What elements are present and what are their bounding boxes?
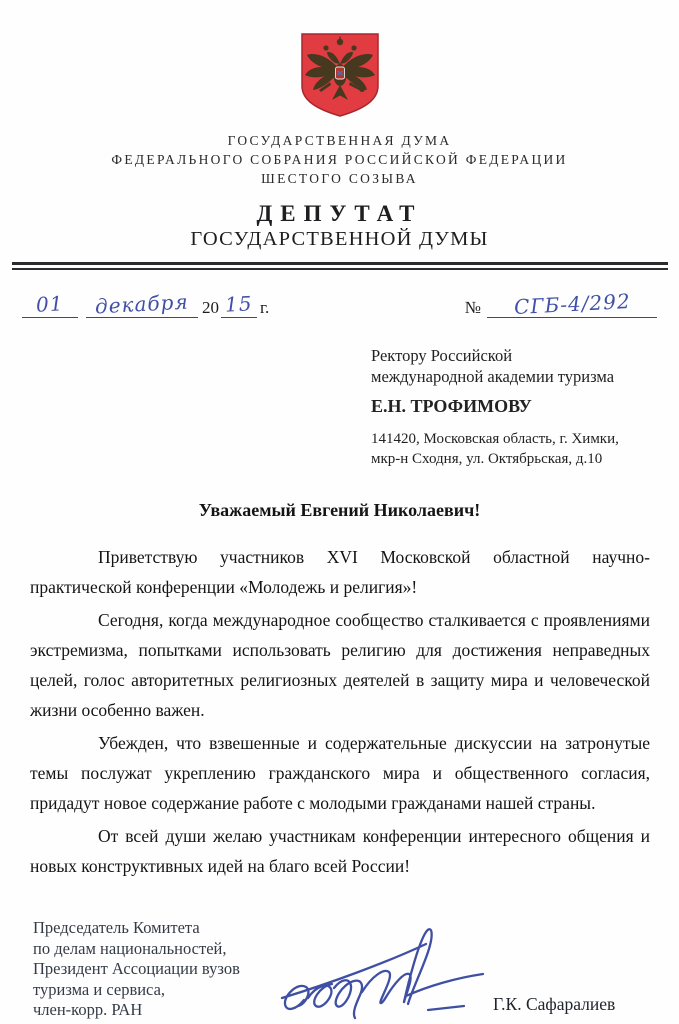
org-name-line2: ФЕДЕРАЛЬНОГО СОБРАНИЯ РОССИЙСКОЙ ФЕДЕРАЦИИ	[111, 152, 568, 167]
position-line: по делам национальностей,	[33, 938, 227, 958]
addressee-address	[371, 429, 663, 469]
addressee-block	[371, 345, 663, 469]
year-label: г.	[260, 298, 270, 317]
position-line: Председатель Комитета	[33, 918, 200, 937]
signature-block	[33, 918, 650, 1024]
russia-coat-of-arms-icon	[300, 32, 380, 118]
body-paragraph: От всей души желаю участникам конференции интересного общения и новых конструктивных идей на благо всей России!	[30, 826, 650, 876]
date-day-field	[22, 291, 78, 318]
position-line: Президент Ассоциации вузов	[33, 959, 240, 978]
org-name-line3: ШЕСТОГО СОЗЫВА	[261, 171, 418, 186]
position-line: туризма и сервиса,	[33, 979, 166, 999]
reference-row	[22, 286, 657, 318]
number-field	[487, 288, 657, 320]
addressee-name: Е.Н. ТРОФИМОВУ	[371, 396, 532, 416]
deputy-subtitle: ГОСУДАРСТВЕННОЙ ДУМЫ	[190, 228, 489, 250]
handwritten-month: декабря	[94, 289, 190, 319]
handwritten-signature	[278, 914, 493, 1024]
handwritten-day: 01	[35, 291, 65, 317]
letterhead-divider	[12, 262, 668, 270]
date-year-field	[221, 291, 257, 318]
address-line2: мкр-н Сходня, ул. Октябрьская, д.10	[371, 451, 603, 467]
deputy-title: ДЕПУТАТ	[256, 201, 423, 226]
position-line: член-корр. РАН	[33, 1000, 143, 1019]
signatory-name: Г.К. Сафаралиев	[493, 994, 616, 1014]
body-paragraph: Сегодня, когда международное сообщество сталкивается с проявлениями экстремизма, попытками использовать религию для достижения неправедных целей, голос авторитетных религиозных деятелей в защиту мира и человеческой жизни особенно важен.	[30, 610, 650, 720]
date-month-field	[86, 291, 198, 318]
body-paragraph: Убежден, что взвешенные и содержательные дискуссии на затронутые темы послужат укреплению гражданского мира и общественного согласия, придадут новое содержание работе с молодыми гражданами нашей страны.	[30, 733, 650, 813]
outgoing-number-line	[464, 288, 657, 320]
addressee-line2: международной академии туризма	[371, 367, 615, 386]
body-paragraph: Приветствую участников XVI Московской областной научно-практической конференции «Молодежь и религия»!	[30, 547, 650, 597]
letterhead-org-block	[0, 131, 679, 188]
addressee-line1: Ректору Российской	[371, 346, 513, 365]
address-line1: 141420, Московская область, г. Химки,	[371, 431, 619, 447]
date-line	[22, 291, 269, 318]
number-label: №	[464, 298, 481, 317]
year-prefix: 20	[202, 298, 219, 317]
handwritten-number: СГБ-4/292	[513, 288, 631, 320]
salutation: Уважаемый Евгений Николаевич!	[198, 500, 481, 520]
org-name-line1: ГОСУДАРСТВЕННАЯ ДУМА	[227, 133, 452, 148]
handwritten-year: 15	[224, 291, 254, 317]
